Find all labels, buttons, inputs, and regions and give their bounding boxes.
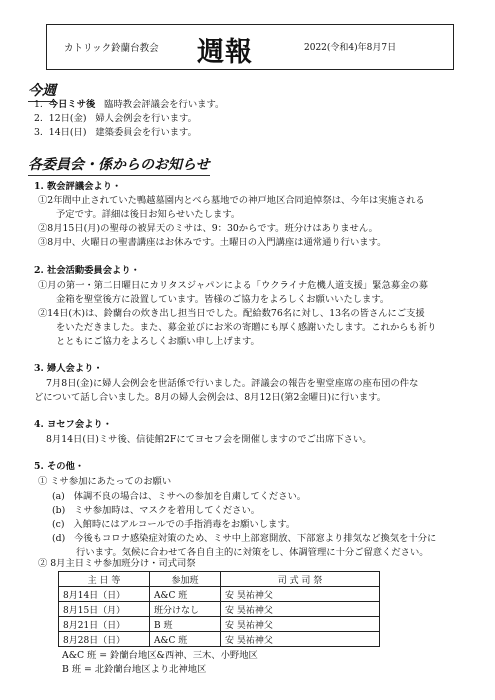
table-row [59, 617, 380, 632]
parish-name: カトリック鈴蘭台教会 [64, 43, 159, 54]
table-cell-group: B 班 [150, 617, 221, 632]
section-2-line: ①月の第一・第二日曜日にカリタスジャパンによる「ウクライナ危機人道支援」緊急募金の募 [38, 280, 429, 291]
schedule-heading: ② 8月主日ミサ参加班分け・司式司祭 [38, 558, 196, 569]
this-week-heading: 今週 [28, 80, 56, 102]
section-1-line: ②8月15日(月)の聖母の被昇天のミサは、9：30からです。班分けはありません。 [38, 223, 378, 234]
section-1-heading: 1. 教会評議会より・ [34, 181, 122, 192]
table-cell-date: 8月15日（月） [59, 602, 150, 617]
section-3-line: 7月8日(金)に婦人会例会を世話係で行いました。評議会の報告を聖堂座席の座布団の件な [46, 378, 419, 389]
table-cell-group: 班分けなし [150, 602, 221, 617]
precaution-item: (c) 入館時にはアルコールでの手指消毒をお願いします。 [52, 519, 296, 530]
table-cell-priest: 安 昊祐神父 [221, 587, 380, 602]
table-cell-date: 8月21日（日） [59, 617, 150, 632]
table-header-row [59, 572, 380, 587]
section-2-line: とともにご協力をよろしくお願い申し上げます。 [56, 336, 260, 347]
precaution-item: (b) ミサ参加時は、マスクを着用してください。 [52, 505, 261, 516]
issue-date: 2022(令和4)年8月7日 [304, 43, 397, 53]
column-header: 参加班 [150, 572, 221, 587]
precaution-item: (d) 今後もコロナ感染症対策のため、ミサ中上部窓開放、下部窓より排気など換気を十分に [52, 533, 437, 544]
section-1-line: ①2年間中止されていた鴨越墓園内とべら墓地での神戸地区合同追悼祭は、今年は実施される [38, 195, 425, 206]
table-cell-date: 8月28日（日） [59, 632, 150, 647]
precaution-item: (a) 体調不良の場合は、ミサへの参加を自粛してください。 [52, 491, 307, 502]
table-cell-date: 8月14日（日） [59, 587, 150, 602]
section-2-line: 金箱を聖堂後方に設置しています。皆様のご協力をよろしくお願いいたします。 [56, 294, 390, 305]
page-title: 週報 [197, 37, 253, 68]
this-week-item: 3. 14日(日) 建築委員会を行います。 [34, 127, 197, 138]
section-4-line: 8月14日(日)ミサ後、信徒館2Fにてヨセフ会を開催しますのでご出席下さい。 [46, 434, 372, 445]
section-2-heading: 2. 社会活動委員会より・ [34, 265, 140, 276]
section-3-heading: 3. 婦人会より・ [34, 363, 103, 374]
mass-schedule-table [58, 571, 380, 647]
table-cell-priest: 安 昊祐神父 [221, 632, 380, 647]
section-1-line: ③8月中、火曜日の聖書講座はお休みです。土曜日の入門講座は通常通り行います。 [38, 237, 387, 248]
header-box [46, 24, 454, 70]
column-header: 主 日 等 [59, 572, 150, 587]
section-2-line: をいただきました。また、募金並びにお米の寄贈にも厚く感謝いたします。これからも祈り [56, 322, 437, 333]
section-5-heading: 5. その他・ [34, 461, 85, 472]
group-note: A&C 班 = 鈴蘭台地区&西神、三木、小野地区 [62, 650, 258, 661]
section-2-line: ②14日(木)は、鈴蘭台の炊き出し担当日でした。配給数76名に対し、13名の皆さんにご支援 [38, 308, 425, 319]
section-3-line: どについて話し合いました。8月の婦人会例会は、8月12日(第2金曜日)に行います。 [34, 392, 386, 403]
table-row [59, 632, 380, 647]
this-week-item: 2. 12日(金) 婦人会例会を行います。 [34, 113, 197, 124]
table-cell-group: A&C 班 [150, 587, 221, 602]
table-row [59, 587, 380, 602]
precaution-item-continued: 行います。気候に合わせて各自自主的に対策をし、体調管理に十分ご留意ください。 [76, 547, 429, 558]
group-note: B 班 = 北鈴蘭台地区より北神地区 [62, 664, 207, 675]
section-5-sub-heading: ① ミサ参加にあたってのお願い [38, 476, 172, 487]
section-4-heading: 4. ヨセフ会より・ [34, 419, 113, 430]
section-1-line: 予定です。詳細は後日お知らせいたします。 [56, 209, 241, 220]
table-cell-priest: 安 昊祐神父 [221, 617, 380, 632]
table-row [59, 602, 380, 617]
this-week-item: 1. 今日ミサ後 臨時教会評議会を行います。 [34, 99, 225, 110]
table-cell-group: A&C 班 [150, 632, 221, 647]
table-cell-priest: 安 昊祐神父 [221, 602, 380, 617]
column-header: 司 式 司 祭 [221, 572, 380, 587]
notices-heading: 各委員会・係からのお知らせ [28, 154, 210, 176]
